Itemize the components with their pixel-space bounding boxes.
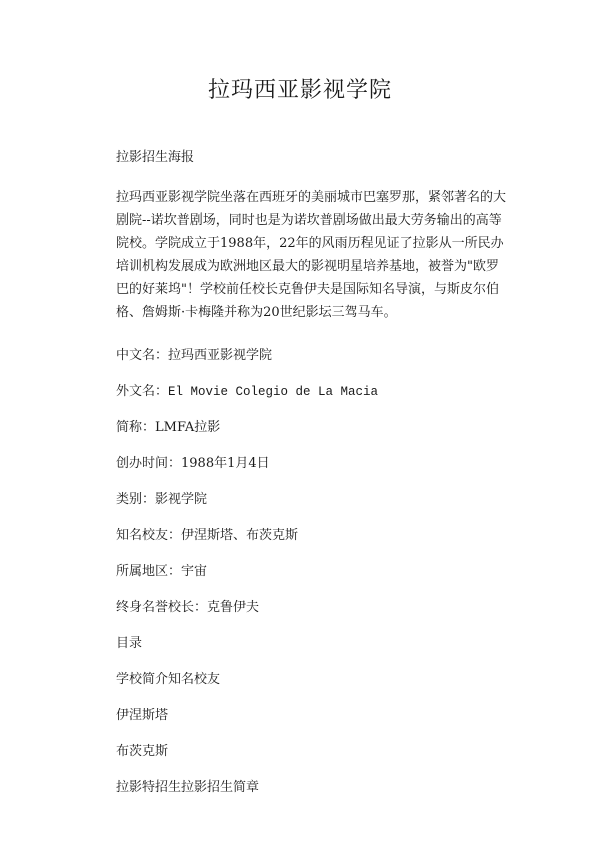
- field-region: 所属地区：宇宙: [116, 564, 208, 579]
- toc-item: 拉影特招生拉影招生简章: [116, 780, 260, 795]
- field-honorary-president: 终身名誉校长：克鲁伊夫: [116, 600, 260, 615]
- document-subtitle: 拉影招生海报: [116, 150, 195, 165]
- field-foreign-name-value: El Movie Colegio de La Macia: [168, 385, 379, 399]
- toc-item: 学校简介知名校友: [116, 672, 221, 687]
- document-title: 拉玛西亚影视学院: [207, 78, 392, 103]
- field-category: 类别：影视学院: [116, 492, 208, 507]
- intro-paragraph: 拉玛西亚影视学院坐落在西班牙的美丽城市巴塞罗那，紧邻著名的大剧院--诺坎普剧场，同时也是为诺坎普剧场做出最大劳务输出的高等院校。学院成立于1988年，22年的风雨历程见证了拉影从一所民办培训机构发展成为欧洲地区最大的影视明星培养基地，被誉为"欧罗巴的好莱坞"！学校前任校长克鲁伊夫是国际知名导演，与斯皮尔伯格、詹姆斯·卡梅隆并称为20世纪影坛三驾马车。: [116, 190, 507, 320]
- field-foreign-name-label: 外文名：: [116, 384, 169, 399]
- field-founded: 创办时间：1988年1月4日: [116, 456, 270, 471]
- toc-heading: 目录: [116, 636, 143, 651]
- field-chinese-name: 中文名：拉玛西亚影视学院: [116, 348, 273, 363]
- field-abbreviation: 简称：LMFA拉影: [116, 420, 221, 435]
- field-alumni: 知名校友：伊涅斯塔、布茨克斯: [116, 528, 299, 543]
- toc-item: 布茨克斯: [116, 744, 169, 759]
- field-foreign-name: [116, 382, 510, 418]
- toc-item: 伊涅斯塔: [116, 708, 169, 723]
- info-list: [116, 346, 510, 814]
